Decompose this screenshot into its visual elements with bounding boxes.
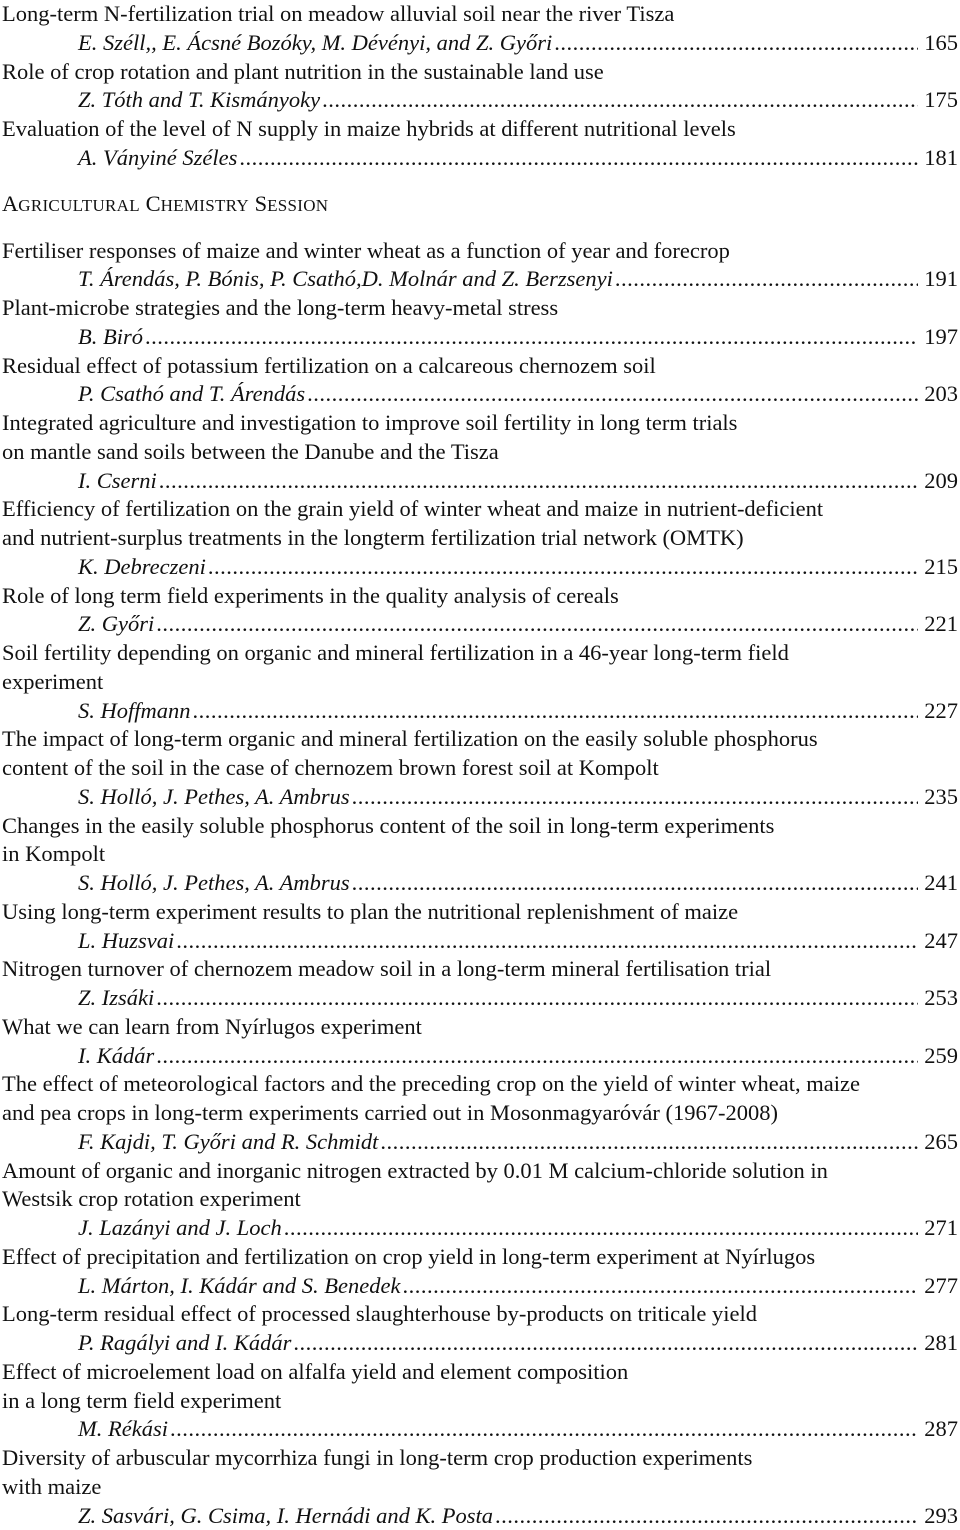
entry-page-number: 165 [918, 29, 958, 58]
dot-leader [170, 1415, 918, 1444]
entry-author-row [0, 869, 958, 898]
toc-entries-main [0, 237, 958, 1530]
entry-page-number: 277 [918, 1272, 958, 1301]
entry-title-line: with maize [0, 1473, 958, 1502]
entry-author-row [0, 697, 958, 726]
entry-author-row [0, 265, 958, 294]
entry-title-line: experiment [0, 668, 958, 697]
section-heading-word2: HEMISTRY [161, 196, 249, 215]
entry-authors: A. Ványiné Széles [78, 144, 237, 173]
dot-leader [176, 927, 918, 956]
entry-page-number: 197 [918, 323, 958, 352]
toc-entry [0, 409, 958, 495]
entry-author-row [0, 927, 958, 956]
entry-authors: Z. Sasvári, G. Csima, I. Hernádi and K. Posta [78, 1502, 493, 1530]
dot-leader [145, 323, 918, 352]
entry-authors: F. Kajdi, T. Győri and R. Schmidt [78, 1128, 378, 1157]
entry-authors: P. Ragályi and I. Kádár [78, 1329, 291, 1358]
entry-page-number: 247 [918, 927, 958, 956]
entry-authors: J. Lazányi and J. Loch [78, 1214, 282, 1243]
toc-entry [0, 725, 958, 811]
dot-leader [159, 467, 919, 496]
toc-entry [0, 58, 958, 116]
entry-page-number: 271 [918, 1214, 958, 1243]
entry-title-line: Long-term N-fertilization trial on meadow alluvial soil near the river Tisza [0, 0, 958, 29]
entry-title-line: Evaluation of the level of N supply in maize hybrids at different nutritional levels [0, 115, 958, 144]
dot-leader [156, 984, 918, 1013]
toc-entry [0, 1157, 958, 1243]
entry-title-line: Effect of precipitation and fertilization on crop yield in long-term experiment at Nyírlugos [0, 1243, 958, 1272]
entry-page-number: 287 [918, 1415, 958, 1444]
dot-leader [156, 1042, 918, 1071]
entry-title-line: Fertiliser responses of maize and winter wheat as a function of year and forecrop [0, 237, 958, 266]
entry-title-line: on mantle sand soils between the Danube and the Tisza [0, 438, 958, 467]
entry-title-line: The impact of long-term organic and mineral fertilization on the easily soluble phosphorus [0, 725, 958, 754]
entry-page-number: 175 [918, 86, 958, 115]
dot-leader [615, 265, 918, 294]
dot-leader [307, 380, 918, 409]
entry-page-number: 281 [918, 1329, 958, 1358]
entry-author-row [0, 1214, 958, 1243]
toc-entries-top [0, 0, 958, 173]
entry-author-row [0, 783, 958, 812]
toc-entry [0, 237, 958, 295]
entry-authors: Z. Tóth and T. Kismányoky [78, 86, 320, 115]
dot-leader [352, 783, 919, 812]
section-heading-initial: A [2, 191, 18, 216]
entry-author-row [0, 1415, 958, 1444]
entry-author-row [0, 29, 958, 58]
entry-page-number: 235 [918, 783, 958, 812]
entry-authors: I. Kádár [78, 1042, 154, 1071]
entry-author-row [0, 86, 958, 115]
entry-authors: E. Széll,, E. Ácsné Bozóky, M. Dévényi, and Z. Győri [78, 29, 552, 58]
entry-title-line: in a long term field experiment [0, 1387, 958, 1416]
entry-page-number: 203 [918, 380, 958, 409]
entry-page-number: 253 [918, 984, 958, 1013]
toc-entry [0, 955, 958, 1013]
toc-entry [0, 1070, 958, 1156]
dot-leader [239, 144, 918, 173]
entry-authors: P. Csathó and T. Árendás [78, 380, 305, 409]
entry-author-row [0, 380, 958, 409]
entry-authors: I. Cserni [78, 467, 157, 496]
entry-title-line: content of the soil in the case of chernozem brown forest soil at Kompolt [0, 754, 958, 783]
entry-page-number: 259 [918, 1042, 958, 1071]
toc-entry [0, 1358, 958, 1444]
toc-entry [0, 812, 958, 898]
entry-author-row [0, 323, 958, 352]
dot-leader [495, 1502, 918, 1530]
dot-leader [293, 1329, 918, 1358]
entry-author-row [0, 1502, 958, 1530]
entry-title-line: Effect of microelement load on alfalfa yield and element composition [0, 1358, 958, 1387]
section-heading-word1: GRICULTURAL [18, 196, 140, 215]
entry-title-line: Integrated agriculture and investigation to improve soil fertility in long term trials [0, 409, 958, 438]
toc-entry [0, 1444, 958, 1530]
toc-entry [0, 294, 958, 352]
entry-author-row [0, 1272, 958, 1301]
section-heading-initial2: C [146, 191, 161, 216]
entry-title-line: Nitrogen turnover of chernozem meadow soil in a long-term mineral fertilisation trial [0, 955, 958, 984]
entry-title-line: and pea crops in long-term experiments carried out in Mosonmagyaróvár (1967-2008) [0, 1099, 958, 1128]
entry-title-line: Using long-term experiment results to plan the nutritional replenishment of maize [0, 898, 958, 927]
section-heading-word3: ESSION [267, 196, 328, 215]
dot-leader [193, 697, 919, 726]
toc-entry [0, 115, 958, 173]
entry-authors: Z. Győri [78, 610, 154, 639]
entry-page-number: 227 [918, 697, 958, 726]
entry-title-line: Diversity of arbuscular mycorrhiza fungi in long-term crop production experiments [0, 1444, 958, 1473]
toc-entry [0, 1013, 958, 1071]
toc-entry [0, 495, 958, 581]
entry-author-row [0, 1329, 958, 1358]
entry-authors: K. Debreczeni [78, 553, 206, 582]
entry-title-line: Role of crop rotation and plant nutrition in the sustainable land use [0, 58, 958, 87]
entry-title-line: Residual effect of potassium fertilization on a calcareous chernozem soil [0, 352, 958, 381]
entry-author-row [0, 1128, 958, 1157]
dot-leader [380, 1128, 918, 1157]
entry-title-line: Plant-microbe strategies and the long-term heavy-metal stress [0, 294, 958, 323]
entry-title-line: Amount of organic and inorganic nitrogen extracted by 0.01 M calcium-chloride solution in [0, 1157, 958, 1186]
entry-author-row [0, 1042, 958, 1071]
toc-entry [0, 0, 958, 58]
entry-author-row [0, 144, 958, 173]
section-heading [0, 173, 958, 237]
entry-page-number: 265 [918, 1128, 958, 1157]
entry-page-number: 293 [918, 1502, 958, 1530]
entry-authors: S. Hoffmann [78, 697, 191, 726]
entry-title-line: and nutrient-surplus treatments in the longterm fertilization trial network (OMTK) [0, 524, 958, 553]
entry-title-line: Westsik crop rotation experiment [0, 1185, 958, 1214]
entry-authors: S. Holló, J. Pethes, A. Ambrus [78, 869, 350, 898]
entry-title-line: The effect of meteorological factors and the preceding crop on the yield of winter wheat, maize [0, 1070, 958, 1099]
dot-leader [322, 86, 918, 115]
entry-author-row [0, 984, 958, 1013]
entry-title-line: Efficiency of fertilization on the grain yield of winter wheat and maize in nutrient-deficient [0, 495, 958, 524]
toc-entry [0, 1243, 958, 1301]
dot-leader [156, 610, 918, 639]
entry-authors: T. Árendás, P. Bónis, P. Csathó,D. Molnár and Z. Berzsenyi [78, 265, 613, 294]
entry-title-line: Changes in the easily soluble phosphorus content of the soil in long-term experiments [0, 812, 958, 841]
entry-page-number: 191 [918, 265, 958, 294]
entry-title-line: in Kompolt [0, 840, 958, 869]
entry-title-line: Soil fertility depending on organic and mineral fertilization in a 46-year long-term field [0, 639, 958, 668]
entry-authors: L. Huzsvai [78, 927, 174, 956]
dot-leader [208, 553, 918, 582]
dot-leader [284, 1214, 919, 1243]
entry-title-line: What we can learn from Nyírlugos experiment [0, 1013, 958, 1042]
entry-title-line: Role of long term field experiments in the quality analysis of cereals [0, 582, 958, 611]
section-heading-initial3: S [255, 191, 268, 216]
entry-page-number: 215 [918, 553, 958, 582]
entry-page-number: 209 [918, 467, 958, 496]
entry-page-number: 221 [918, 610, 958, 639]
toc-entry [0, 582, 958, 640]
entry-authors: Z. Izsáki [78, 984, 154, 1013]
entry-author-row [0, 553, 958, 582]
entry-title-line: Long-term residual effect of processed slaughterhouse by-products on triticale yield [0, 1300, 958, 1329]
entry-page-number: 241 [918, 869, 958, 898]
entry-authors: B. Biró [78, 323, 143, 352]
entry-authors: S. Holló, J. Pethes, A. Ambrus [78, 783, 350, 812]
entry-authors: M. Rékási [78, 1415, 168, 1444]
dot-leader [352, 869, 919, 898]
toc-entry [0, 352, 958, 410]
entry-authors: L. Márton, I. Kádár and S. Benedek [78, 1272, 400, 1301]
dot-leader [554, 29, 918, 58]
toc-entry [0, 639, 958, 725]
entry-author-row [0, 467, 958, 496]
toc-entry [0, 1300, 958, 1358]
toc-entry [0, 898, 958, 956]
dot-leader [402, 1272, 918, 1301]
entry-page-number: 181 [918, 144, 958, 173]
entry-author-row [0, 610, 958, 639]
